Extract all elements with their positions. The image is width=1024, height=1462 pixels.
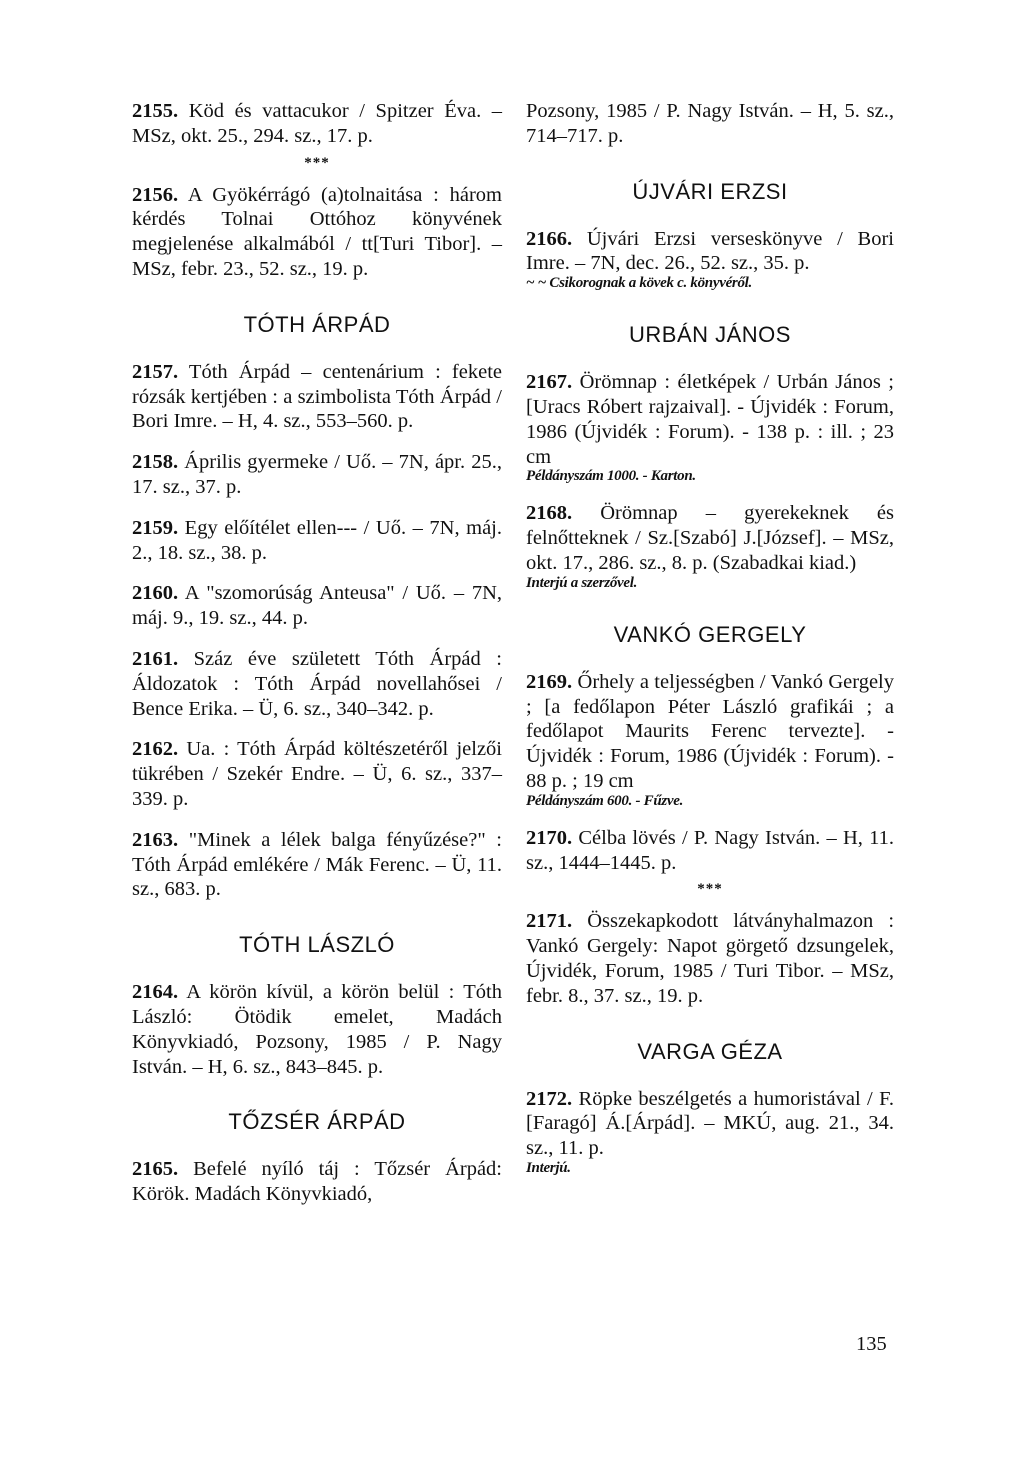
author-heading: TÓTH LÁSZLÓ bbox=[239, 932, 395, 958]
entry-text: Tóth Árpád – centenárium : fekete rózsák kertjében : a szimbolista Tóth Árpád / Bori Imre. – H, 4. sz., 553–560. p. bbox=[132, 360, 502, 433]
author-heading: VANKÓ GERGELY bbox=[613, 621, 807, 647]
entry-number: 2162. bbox=[132, 738, 179, 761]
entry-2163 bbox=[132, 828, 502, 902]
entry-number: 2165. bbox=[132, 1158, 179, 1181]
entry-number: 2160. bbox=[132, 582, 179, 605]
entry-2159 bbox=[132, 516, 502, 566]
entry-2158 bbox=[132, 450, 502, 500]
entry-text: A körön kívül, a körön belül : Tóth László: Ötödik emelet, Madách Könyvkiadó, Pozsony, 1985 / P. Nagy István. – H, 6. sz., 843–845. p. bbox=[132, 981, 502, 1078]
entry-2155 bbox=[132, 99, 502, 149]
entry-number: 2161. bbox=[132, 647, 179, 670]
entry-number: 2156. bbox=[132, 183, 179, 206]
entry-text: Röpke beszélgetés a humoristával / F.[Faragó] Á.[Árpád]. – MKÚ, aug. 21., 34. sz., 11. p. bbox=[526, 1087, 895, 1160]
entry-text: A Gyökérrágó (a)tolnaitása : három kérdés Tolnai Ottóhoz könyvének megjelenése alkalmából / tt[Turi Tibor]. – MSz, febr. 23., 52. sz., 19. p. bbox=[132, 183, 502, 280]
section-separator: *** bbox=[304, 154, 330, 171]
entry-text: Köd és vattacukor / Spitzer Éva. – MSz, okt. 25., 294. sz., 17. p. bbox=[132, 100, 503, 147]
section-separator: *** bbox=[697, 881, 723, 898]
entry-number: 2159. bbox=[132, 516, 179, 539]
entry-number: 2163. bbox=[132, 828, 179, 851]
entry-number: 2157. bbox=[132, 360, 179, 383]
author-heading: TŐZSÉR ÁRPÁD bbox=[228, 1109, 406, 1135]
right-column bbox=[526, 99, 894, 1193]
entry-number: 2170. bbox=[526, 826, 573, 849]
author-heading: URBÁN JÁNOS bbox=[629, 322, 791, 348]
entry-note: Interjú a szerzővel. bbox=[526, 574, 638, 591]
entry-number: 2169. bbox=[526, 670, 573, 693]
page-number: 135 bbox=[856, 1333, 887, 1355]
entry-2165 bbox=[132, 1157, 502, 1207]
entry-2166 bbox=[526, 227, 894, 293]
entry-note: ~ ~ Csikorognak a kövek c. könyvéről. bbox=[526, 275, 752, 292]
entry-text: Befelé nyíló táj : Tőzsér Árpád: Körök. Madách Könyvkiadó, bbox=[132, 1158, 502, 1206]
entry-text: A "szomorúság Anteusa" / Uő. – 7N, máj. 9., 19. sz., 44. p. bbox=[132, 582, 503, 630]
entry-text: Őrhely a teljességben / Vankó Gergely ; [a fedőlapon Péter László grafikái ; a fedőlapot Maurits Ferenc tervezte]. - Újvidék : Forum, 1986 (Újvidék : Forum). - 88 p. ; 19 cm bbox=[526, 670, 895, 792]
entry-text: Április gyermeke / Uő. – 7N, ápr. 25., 17. sz., 37. p. bbox=[132, 451, 502, 498]
entry-2172 bbox=[526, 1087, 894, 1177]
entry-number: 2158. bbox=[132, 451, 179, 474]
entry-2160 bbox=[132, 581, 502, 631]
entry-2167 bbox=[526, 370, 894, 485]
entry-2170 bbox=[526, 826, 894, 876]
entry-2168 bbox=[526, 501, 894, 591]
entry-text: Ua. : Tóth Árpád költészetéről jelzői tükrében / Szekér Endre. – Ü, 6. sz., 337–339. p. bbox=[132, 738, 502, 810]
entry-text: Újvári Erzsi verseskönyve / Bori Imre. – 7N, dec. 26., 52. sz., 35. p. bbox=[526, 227, 894, 275]
entry-text: Örömnap – gyerekeknek és felnőtteknek / Sz.[Szabó] J.[József]. – MSz, okt. 17., 286. sz., 8. p. (Szabadkai kiad.) bbox=[526, 502, 895, 574]
entry-number: 2166. bbox=[526, 227, 573, 250]
entry-2156 bbox=[132, 183, 502, 282]
entry-text: Száz éve született Tóth Árpád : Áldozatok : Tóth Árpád novellahősei / Bence Erika. – Ü, 6. sz., 340–342. p. bbox=[132, 647, 502, 720]
author-heading: VARGA GÉZA bbox=[637, 1038, 783, 1064]
entry-number: 2172. bbox=[526, 1087, 573, 1110]
entry-note: Interjú. bbox=[526, 1159, 571, 1176]
left-column bbox=[132, 99, 502, 1223]
entry-2165-continued: Pozsony, 1985 / P. Nagy István. – H, 5. sz., 714–717. p. bbox=[526, 100, 894, 147]
entry-number: 2171. bbox=[526, 910, 573, 933]
entry-number: 2164. bbox=[132, 981, 179, 1004]
author-heading: ÚJVÁRI ERZSI bbox=[632, 178, 788, 204]
entry-text: "Minek a lélek balga fényűzése?" : Tóth Árpád emlékére / Mák Ferenc. – Ü, 11. sz., 683. p. bbox=[132, 828, 502, 901]
entry-text: Örömnap : életképek / Urbán János ; [Uracs Róbert rajzaival]. - Újvidék : Forum, 1986 (Újvidék : Forum). - 138 p. : ill. ; 23 cm bbox=[526, 371, 894, 468]
entry-2171 bbox=[526, 909, 894, 1008]
entry-note: Példányszám 600. - Fűzve. bbox=[526, 792, 684, 809]
entry-2162 bbox=[132, 737, 502, 811]
entry-2164 bbox=[132, 980, 502, 1079]
entry-2161 bbox=[132, 647, 502, 721]
entry-number: 2168. bbox=[526, 502, 573, 525]
entry-text: Összekapkodott látványhalmazon : Vankó Gergely: Napot görgető dzsungelek, Újvidék, Forum, 1985 / Turi Tibor. – MSz, febr. 8., 37. sz., 19. p. bbox=[526, 910, 895, 1007]
entry-number: 2155. bbox=[132, 100, 179, 122]
author-heading: TÓTH ÁRPÁD bbox=[243, 311, 391, 337]
entry-number: 2167. bbox=[526, 371, 573, 394]
entry-text: Célba lövés / P. Nagy István. – H, 11. sz., 1444–1445. p. bbox=[526, 826, 895, 874]
entry-2157 bbox=[132, 360, 502, 434]
entry-text: Egy előítélet ellen--- / Uő. – 7N, máj. 2., 18. sz., 38. p. bbox=[132, 516, 502, 564]
entry-note: Példányszám 1000. - Karton. bbox=[526, 468, 696, 485]
entry-2169 bbox=[526, 670, 894, 810]
